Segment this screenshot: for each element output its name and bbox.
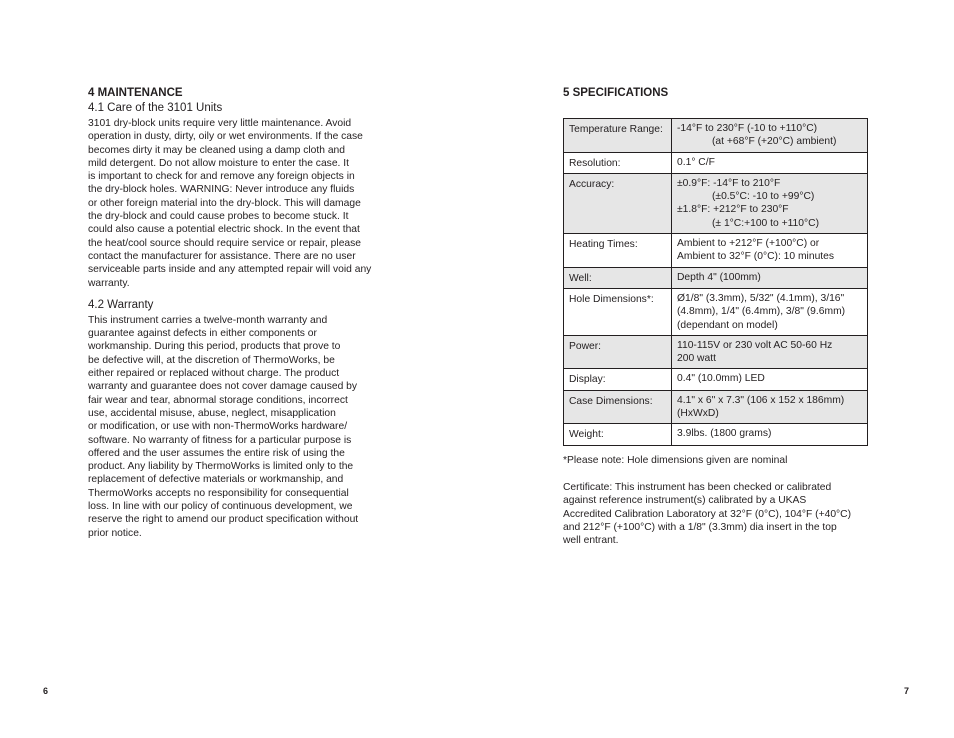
spec-value-line: ±1.8°F: +212°F to 230°F — [677, 204, 789, 216]
page-number-right: 7 — [904, 686, 910, 696]
spec-value-line: Depth 4" (100mm) — [677, 271, 761, 283]
spec-row — [564, 369, 868, 390]
spec-label: Weight: — [564, 424, 672, 445]
text-line: reserve the right to amend our product specification without — [88, 514, 359, 526]
page-number-left: 6 — [43, 686, 49, 696]
text-line: prior notice. — [88, 527, 142, 539]
text-line: guarantee against defects in either components or — [88, 328, 317, 340]
maintenance-section — [88, 86, 393, 540]
text-line: or modification, or use with non-ThermoWorks hardware/ — [88, 421, 348, 433]
text-line: be defective will, at the discretion of ThermoWorks, be — [88, 354, 335, 366]
spec-label: Accuracy: — [564, 173, 672, 233]
spec-value — [672, 335, 868, 369]
text-line: contact the manufacturer for assistance. There are no user — [88, 250, 356, 262]
specifications-heading: 5 SPECIFICATIONS — [563, 87, 669, 99]
spec-label: Case Dimensions: — [564, 390, 672, 424]
care-paragraph — [88, 117, 393, 290]
text-line: workmanship. During this period, products that prove to — [88, 341, 341, 353]
spec-value-line: 0.1° C/F — [677, 156, 715, 168]
spec-label: Heating Times: — [564, 234, 672, 268]
text-line: or other foreign material into the dry-block. This will damage — [88, 197, 361, 209]
text-line: use, accidental misuse, abuse, neglect, misapplication — [88, 407, 336, 419]
text-line: fair wear and tear, abnormal storage conditions, incorrect — [88, 394, 348, 406]
text-line: and 212°F (+100°C) with a 1/8" (3.3mm) dia insert in the top — [563, 521, 837, 533]
text-line: serviceable parts inside and any attempted repair will void any — [88, 264, 372, 276]
text-line: offered and the user assumes the entire risk of using the — [88, 447, 345, 459]
spec-label: Resolution: — [564, 152, 672, 173]
spec-row — [564, 335, 868, 369]
spec-value-line: 4.1" x 6" x 7.3" (106 x 152 x 186mm) — [677, 394, 845, 406]
spec-value — [672, 424, 868, 445]
text-line: either repaired or replaced without charge. The product — [88, 368, 340, 380]
warranty-paragraph — [88, 314, 393, 540]
spec-value — [672, 152, 868, 173]
spec-label: Well: — [564, 267, 672, 288]
spec-row — [564, 119, 868, 153]
text-line: product. Any liability by ThermoWorks is limited only to the — [88, 461, 354, 473]
text-line: software. No warranty of fitness for a particular purpose is — [88, 434, 352, 446]
spec-value — [672, 267, 868, 288]
spec-label: Display: — [564, 369, 672, 390]
spec-row — [564, 152, 868, 173]
care-subheading: 4.1 Care of the 3101 Units — [88, 102, 223, 114]
text-line: loss. In line with our policy of continuous development, we — [88, 501, 353, 513]
spec-value-line: Ø1/8" (3.3mm), 5/32" (4.1mm), 3/16" — [677, 292, 845, 304]
spec-value — [672, 390, 868, 424]
text-line: Certificate: This instrument has been checked or calibrated — [563, 481, 832, 493]
spec-row — [564, 390, 868, 424]
spec-label: Temperature Range: — [564, 119, 672, 153]
spec-value — [672, 234, 868, 268]
hole-dimensions-note: *Please note: Hole dimensions given are nominal — [563, 454, 788, 466]
spec-value-line: -14°F to 230°F (-10 to +110°C) — [677, 123, 818, 134]
spec-row — [564, 173, 868, 233]
spec-row — [564, 288, 868, 335]
text-line: Accredited Calibration Laboratory at 32°F (0°C), 104°F (+40°C) — [563, 508, 852, 520]
spec-value-line: Ambient to 32°F (0°C): 10 minutes — [677, 251, 835, 263]
text-line: warranty and guarantee does not cover damage caused by — [88, 381, 358, 393]
spec-value-line: (± 1°C:+100 to +110°C) — [712, 217, 819, 229]
spec-value-line: (HxWxD) — [677, 408, 719, 420]
text-line: becomes dirty it may be cleaned using a damp cloth and — [88, 144, 345, 156]
specifications-section — [563, 86, 873, 547]
text-line: is important to check for and remove any foreign objects in — [88, 171, 355, 183]
spec-value — [672, 173, 868, 233]
spec-row — [564, 234, 868, 268]
spec-value — [672, 288, 868, 335]
spec-label: Power: — [564, 335, 672, 369]
specifications-table — [563, 118, 868, 446]
text-line: could also cause a potential electric shock. In the event that — [88, 224, 360, 236]
text-line: the heat/cool source should require service or repair, please — [88, 237, 362, 249]
text-line: operation in dusty, dirty, oily or wet environments. If the case — [88, 131, 363, 143]
spec-row — [564, 267, 868, 288]
text-line: mild detergent. Do not allow moisture to enter the case. It — [88, 157, 349, 169]
spec-value-line: Ambient to +212°F (+100°C) or — [677, 238, 820, 250]
spec-value-line: (4.8mm), 1/4" (6.4mm), 3/8" (9.6mm) — [677, 306, 846, 318]
certificate-paragraph — [563, 481, 873, 547]
spec-row — [564, 424, 868, 445]
spec-value-line: 110-115V or 230 volt AC 50-60 Hz — [677, 339, 833, 351]
spec-value-line: (±0.5°C: -10 to +99°C) — [712, 191, 815, 203]
text-line: well entrant. — [563, 535, 619, 547]
warranty-subheading: 4.2 Warranty — [88, 298, 154, 311]
text-line: the dry-block and could cause probes to become stuck. It — [88, 211, 349, 223]
spec-value-line: 3.9lbs. (1800 grams) — [677, 428, 772, 440]
spec-value-line: ±0.9°F: -14°F to 210°F — [677, 177, 781, 189]
spec-value — [672, 119, 868, 153]
text-line: against reference instrument(s) calibrated by a UKAS — [563, 495, 807, 507]
spec-value — [672, 369, 868, 390]
text-line: replacement of defective materials or workmanship, and — [88, 474, 344, 486]
text-line: ThermoWorks accepts no responsibility for consequential — [88, 487, 349, 499]
spec-value-line: 200 watt — [677, 353, 716, 365]
maintenance-heading: 4 MAINTENANCE — [88, 87, 183, 99]
text-line: This instrument carries a twelve-month warranty and — [88, 314, 328, 326]
spec-value-line: (dependant on model) — [677, 319, 778, 331]
spec-value-line: 0.4" (10.0mm) LED — [677, 373, 765, 385]
text-line: 3101 dry-block units require very little maintenance. Avoid — [88, 118, 352, 129]
text-line: warranty. — [88, 277, 130, 289]
text-line: the dry-block holes. WARNING: Never introduce any fluids — [88, 184, 355, 196]
spec-label: Hole Dimensions*: — [564, 288, 672, 335]
spec-value-line: (at +68°F (+20°C) ambient) — [712, 136, 837, 148]
